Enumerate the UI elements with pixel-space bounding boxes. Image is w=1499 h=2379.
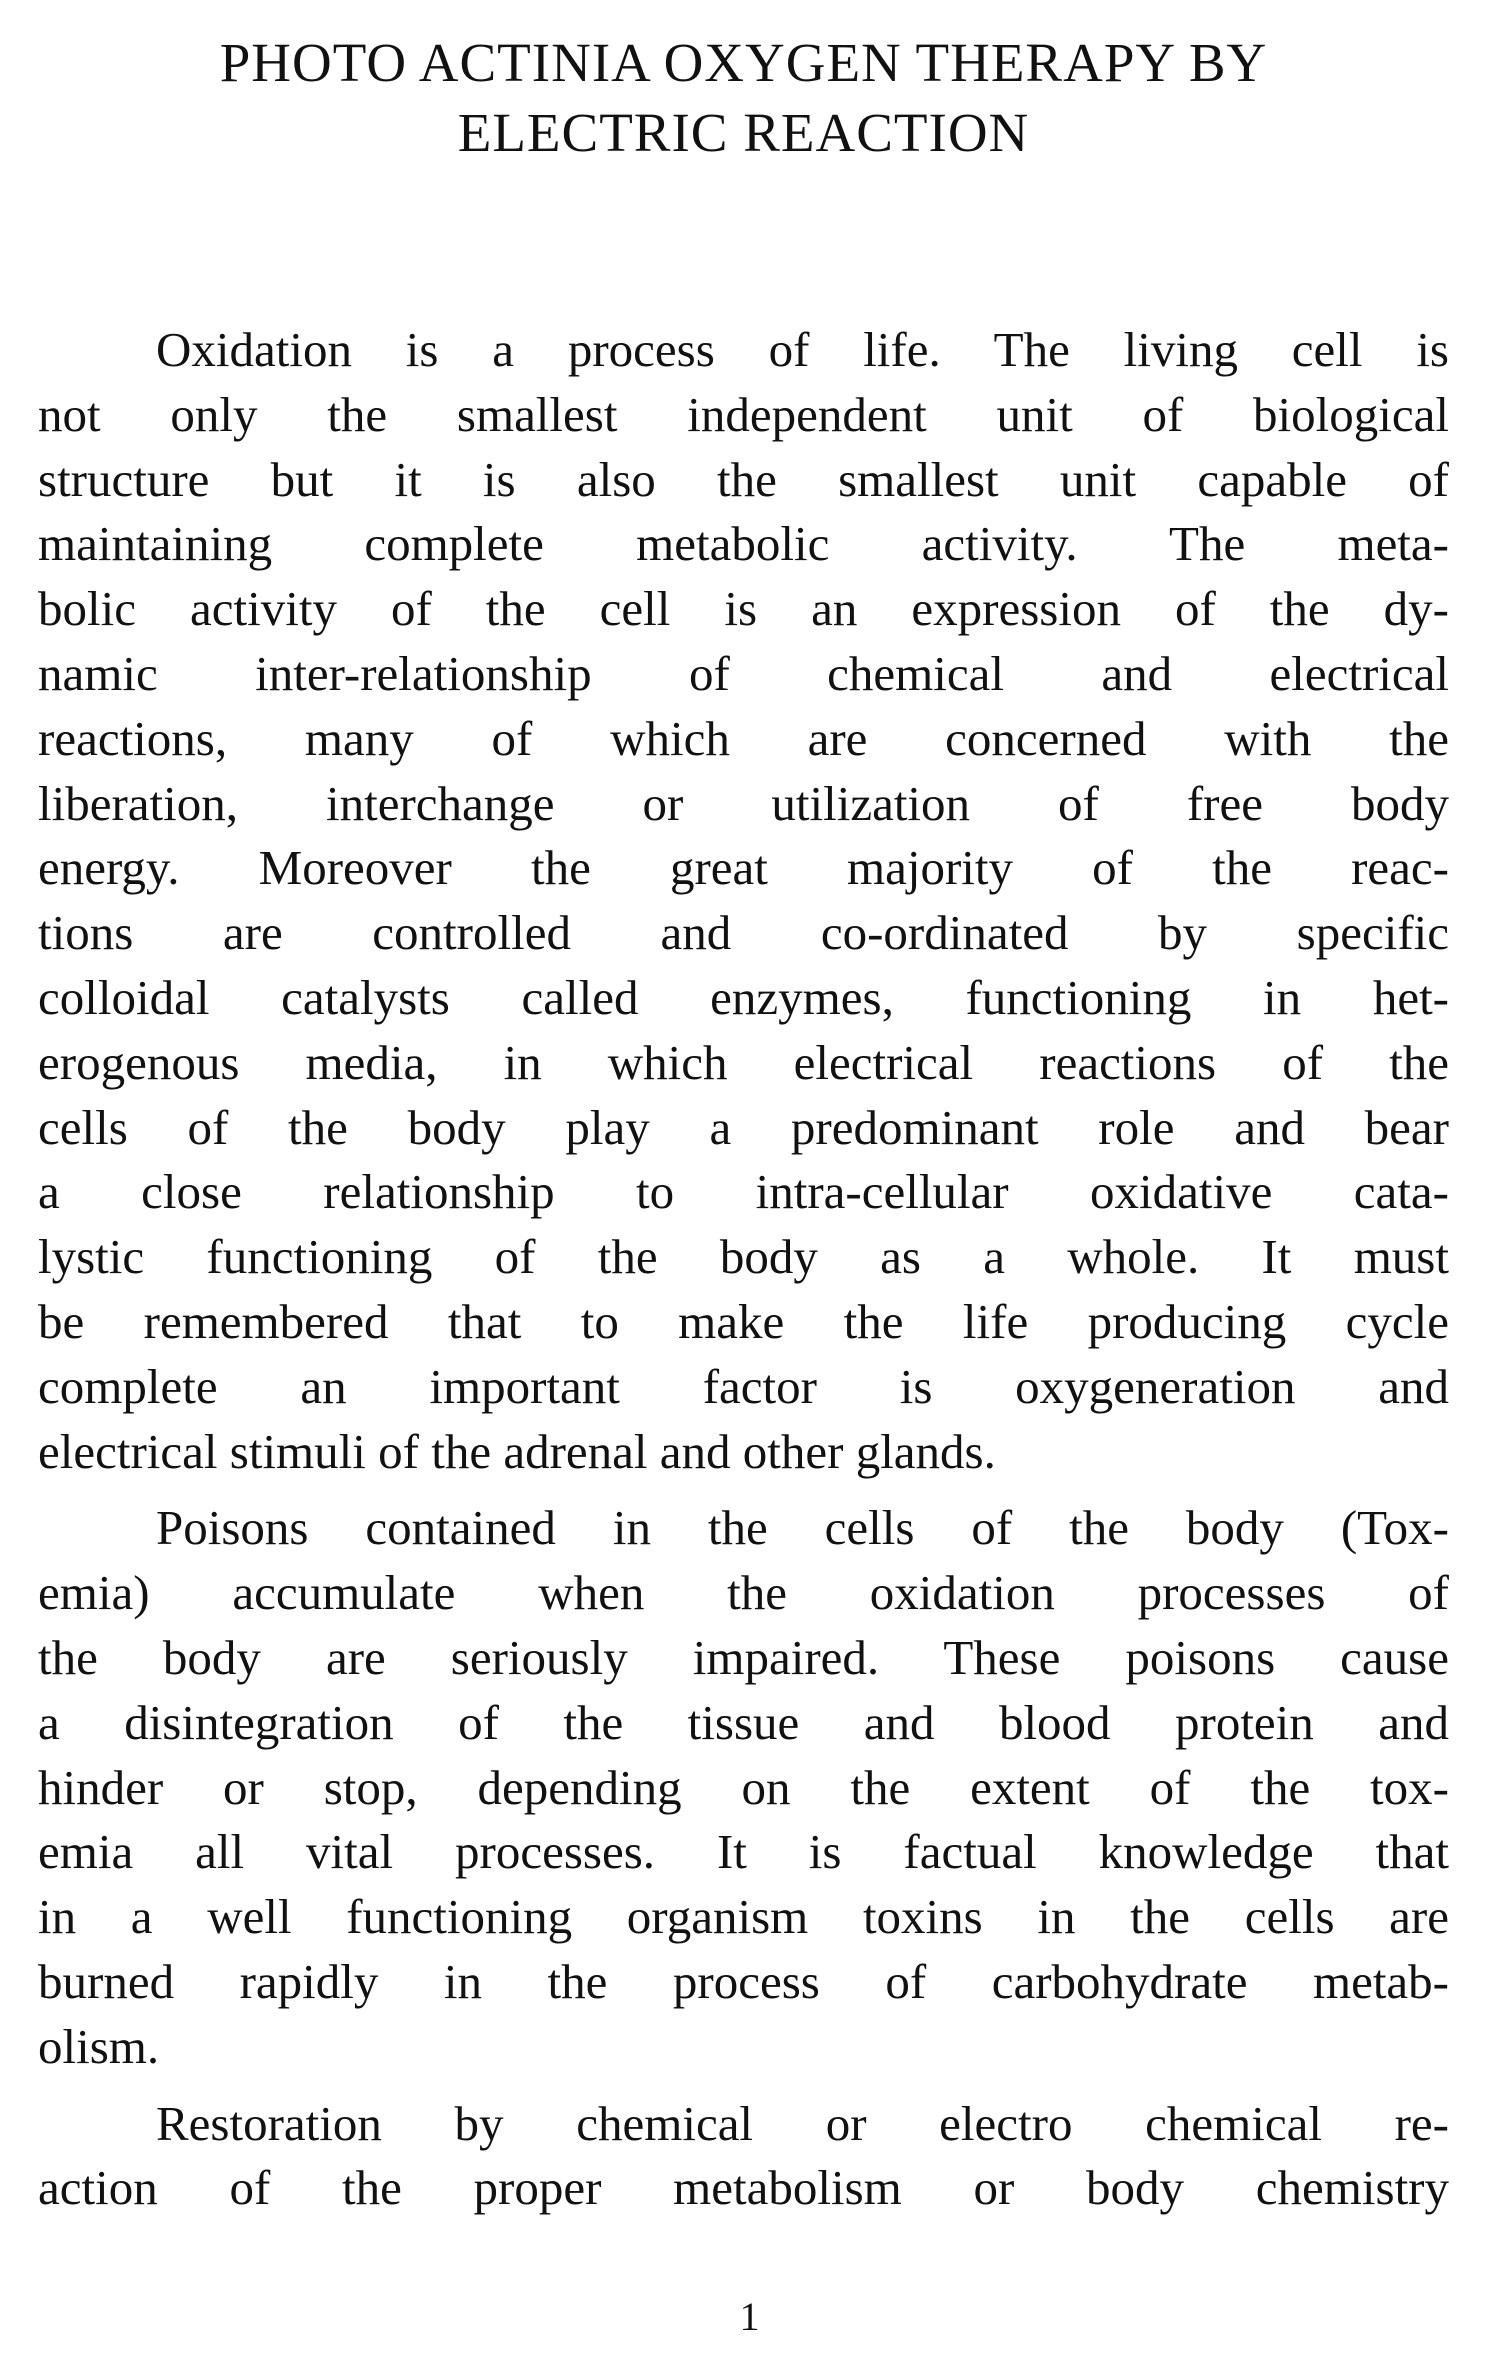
text-line: erogenous media, in which electrical reactions of the xyxy=(38,1034,1449,1090)
text-line: liberation, interchange or utilization of free body xyxy=(38,775,1449,831)
paragraph-2 xyxy=(38,1496,1449,2079)
text-line: lystic functioning of the body as a whole. It must xyxy=(38,1229,1449,1285)
text-line: hinder or stop, depending on the extent of the tox- xyxy=(38,1759,1449,1815)
text-line: action of the proper metabolism or body chemistry xyxy=(38,2160,1449,2216)
text-line: Poisons contained in the cells of the body (Tox- xyxy=(156,1500,1449,1556)
text-line: cells of the body play a predominant role and bear xyxy=(38,1099,1449,1155)
text-line: structure but it is also the smallest unit capable of xyxy=(38,451,1449,507)
page-number: 1 xyxy=(739,2294,760,2339)
text-line: electrical stimuli of the adrenal and other glands. xyxy=(38,1423,996,1479)
text-line: Oxidation is a process of life. The living cell is xyxy=(156,322,1449,377)
text-line: in a well functioning organism toxins in the cells are xyxy=(38,1889,1449,1945)
text-line: colloidal catalysts called enzymes, functioning in het- xyxy=(38,969,1449,1025)
text-line: energy. Moreover the great majority of the reac- xyxy=(38,840,1449,896)
text-line: be remembered that to make the life producing cycle xyxy=(38,1293,1449,1349)
body-text xyxy=(38,318,1449,2221)
text-line: emia all vital processes. It is factual knowledge that xyxy=(38,1824,1449,1880)
text-line: tions are controlled and co-ordinated by specific xyxy=(38,905,1449,961)
title-line: ELECTRIC REACTION xyxy=(457,102,1030,163)
title-line: PHOTO ACTINIA OXYGEN THERAPY BY xyxy=(219,32,1268,93)
text-line: a close relationship to intra-cellular oxidative cata- xyxy=(38,1164,1449,1220)
text-line: reactions, many of which are concerned with the xyxy=(38,710,1449,766)
text-line: maintaining complete metabolic activity. The meta- xyxy=(38,516,1449,572)
paragraph-1 xyxy=(38,318,1449,1484)
text-line: bolic activity of the cell is an expression of the dy- xyxy=(38,581,1449,637)
paragraph-3 xyxy=(38,2092,1449,2222)
text-line: complete an important factor is oxygeneration and xyxy=(38,1358,1449,1414)
text-line: burned rapidly in the process of carbohydrate metab- xyxy=(38,1953,1449,2009)
text-line: namic inter-relationship of chemical and electrical xyxy=(38,645,1449,701)
page-title xyxy=(38,28,1449,168)
text-line: Restoration by chemical or electro chemical re- xyxy=(156,2095,1449,2151)
text-line: olism. xyxy=(38,2018,160,2074)
text-line: not only the smallest independent unit of biological xyxy=(38,386,1449,442)
text-line: emia) accumulate when the oxidation processes of xyxy=(38,1565,1449,1621)
text-line: the body are seriously impaired. These poisons cause xyxy=(38,1629,1449,1685)
text-line: a disintegration of the tissue and blood protein and xyxy=(38,1694,1449,1750)
